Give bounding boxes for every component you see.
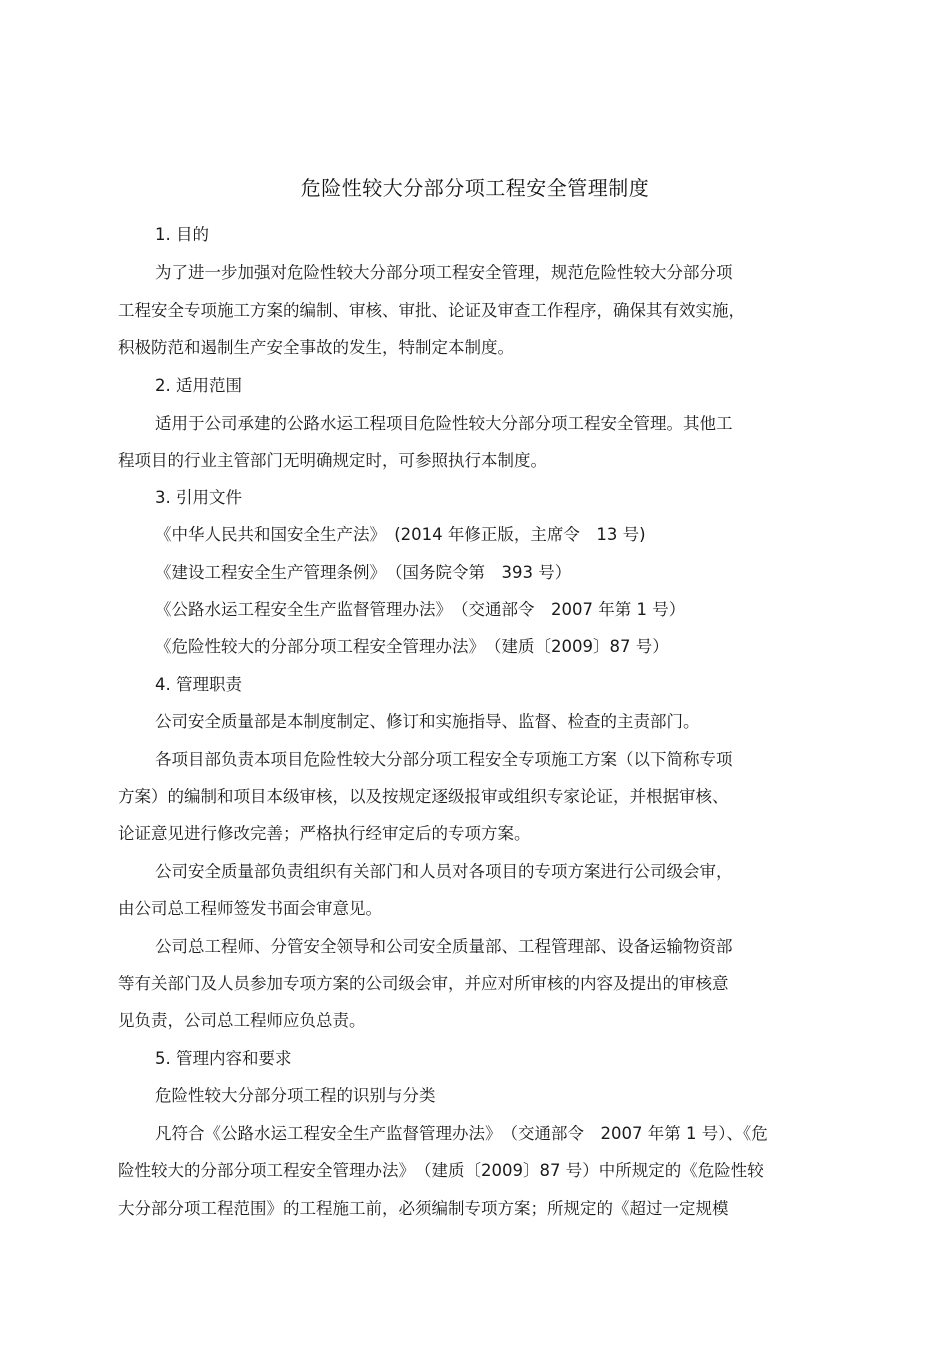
paragraph-line: 论证意见进行修改完善；严格执行经审定后的专项方案。 <box>118 824 531 843</box>
subsection-heading: 危险性较大分部分项工程的识别与分类 <box>155 1086 436 1105</box>
paragraph-line: 公司安全质量部负责组织有关部门和人员对各项目的专项方案进行公司级会审， <box>155 862 733 881</box>
paragraph-line: 公司总工程师、分管安全领导和公司安全质量部、工程管理部、设备运输物资部 <box>155 937 733 956</box>
reference-item: 《公路水运工程安全生产监督管理办法》 （交通部令 2007 年第 1 号） <box>155 600 686 619</box>
reference-item: 《建设工程安全生产管理条例》 （国务院令第 393 号） <box>155 563 572 582</box>
paragraph-line: 积极防范和遏制生产安全事故的发生，特制定本制度。 <box>118 338 514 357</box>
paragraph-line: 险性较大的分部分项工程安全管理办法》 （建质〔2009〕87 号）中所规定的《危险性较 <box>118 1161 764 1180</box>
section-heading-purpose: 1. 目的 <box>155 225 209 244</box>
document-title: 危险性较大分部分项工程安全管理制度 <box>300 176 650 200</box>
paragraph-line: 凡符合《公路水运工程安全生产监督管理办法》 （交通部令 2007 年第 1 号）、《危 <box>155 1124 768 1143</box>
paragraph-line: 程项目的行业主管部门无明确规定时，可参照执行本制度。 <box>118 451 547 470</box>
section-heading-references: 3. 引用文件 <box>155 488 242 507</box>
paragraph-line: 适用于公司承建的公路水运工程项目危险性较大分部分项工程安全管理。其他工 <box>155 414 733 433</box>
paragraph-line: 等有关部门及人员参加专项方案的公司级会审，并应对所审核的内容及提出的审核意 <box>118 974 729 993</box>
paragraph-line: 见负责，公司总工程师应负总责。 <box>118 1011 366 1030</box>
paragraph-line: 由公司总工程师签发书面会审意见。 <box>118 899 382 918</box>
section-heading-scope: 2. 适用范围 <box>155 376 242 395</box>
paragraph-line: 工程安全专项施工方案的编制、审核、审批、论证及审查工作程序，确保其有效实施， <box>118 301 745 320</box>
section-heading-responsibilities: 4. 管理职责 <box>155 675 242 694</box>
paragraph-line: 公司安全质量部是本制度制定、修订和实施指导、监督、检查的主责部门。 <box>155 712 700 731</box>
paragraph-line: 各项目部负责本项目危险性较大分部分项工程安全专项施工方案（以下简称专项 <box>155 750 733 769</box>
paragraph-line: 方案）的编制和项目本级审核，以及按规定逐级报审或组织专家论证，并根据审核、 <box>118 787 729 806</box>
reference-item: 《危险性较大的分部分项工程安全管理办法》 （建质〔2009〕87 号） <box>155 637 669 656</box>
reference-item: 《中华人民共和国安全生产法》 (2014 年修正版，主席令 13 号) <box>155 525 646 544</box>
paragraph-line: 为了进一步加强对危险性较大分部分项工程安全管理，规范危险性较大分部分项 <box>155 263 733 282</box>
paragraph-line: 大分部分项工程范围》的工程施工前，必须编制专项方案；所规定的《超过一定规模 <box>118 1199 729 1218</box>
section-heading-management: 5. 管理内容和要求 <box>155 1049 292 1068</box>
